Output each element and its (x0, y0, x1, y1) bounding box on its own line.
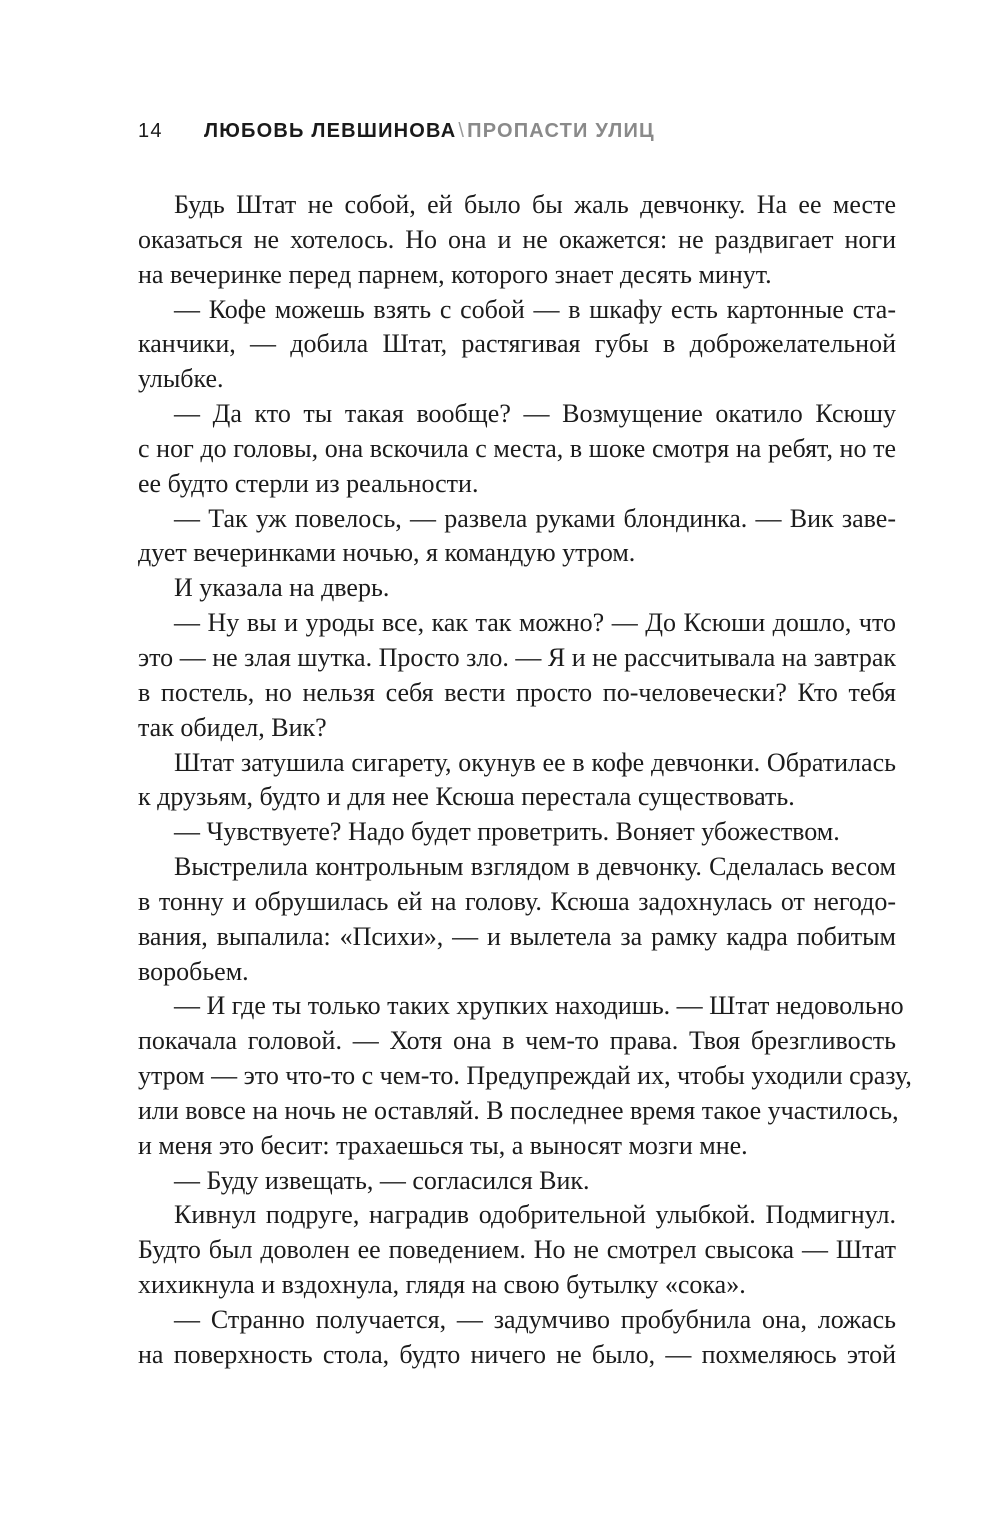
text-line: — Чувствуете? Надо будет проветрить. Воняет убожеством. (174, 817, 840, 847)
paragraph (138, 397, 896, 502)
text-line: — Ну вы и уроды все, как так можно? — До Ксюши дошло, что (174, 608, 896, 638)
paragraph (138, 606, 896, 745)
paragraph (138, 571, 896, 606)
text-line: на вечеринке перед парнем, которого знает десять минут. (138, 259, 772, 289)
text-line: или вовсе на ночь не оставляй. В последнее время такое участилось, (138, 1095, 899, 1125)
text-line: к друзьям, будто и для нее Ксюша перестала существовать. (138, 782, 795, 812)
text-line: и меня это бесит: трахаешься ты, а выносят мозги мне. (138, 1130, 748, 1160)
paragraph (138, 188, 896, 293)
paragraph (138, 1198, 896, 1303)
paragraph (138, 746, 896, 816)
text-line: — И где ты только таких хрупких находишь. — Штат недовольно (174, 991, 904, 1021)
text-line: Штат затушила сигарету, окунув ее в кофе девчонки. Обратилась (174, 747, 896, 777)
text-line: в тонну и обрушилась ей на голову. Ксюша задохнулась от негодо- (138, 886, 896, 916)
text-line: на поверхность стола, будто ничего не было, — похмеляюсь этой (138, 1339, 896, 1369)
paragraph (138, 502, 896, 572)
text-line: канчики, — добила Штат, растягивая губы в доброжелательной (138, 329, 896, 359)
book-title: ПРОПАСТИ УЛИЦ (467, 120, 655, 142)
paragraph (138, 815, 896, 850)
paragraph (138, 1303, 896, 1373)
text-line: это — не злая шутка. Просто зло. — Я и не рассчитывала на завтрак (138, 642, 896, 672)
text-line: воробьем. (138, 956, 249, 986)
text-line: И указала на дверь. (174, 573, 390, 603)
paragraph (138, 1164, 896, 1199)
text-line: с ног до головы, она вскочила с места, в шоке смотря на ребят, но те (138, 433, 896, 463)
text-line: дует вечеринками ночью, я командую утром. (138, 538, 636, 568)
text-line: ее будто стерли из реальности. (138, 468, 479, 498)
text-line: улыбке. (138, 364, 224, 394)
running-head (138, 120, 655, 143)
paragraph (138, 989, 912, 1163)
text-line: Выстрелила контрольным взглядом в девчонку. Сделалась весом (174, 852, 896, 882)
text-line: хихикнула и вздохнула, глядя на свою бутылку «сока». (138, 1270, 746, 1300)
text-line: в постель, но нельзя себя вести просто по-человечески? Кто тебя (138, 677, 896, 707)
text-line: Будь Штат не собой, ей было бы жаль девчонку. На ее месте (174, 190, 896, 219)
text-line: — Кофе можешь взять с собой — в шкафу есть картонные ста- (174, 294, 896, 324)
page-number: 14 (138, 120, 163, 142)
text-line: покачала головой. — Хотя она в чем-то права. Твоя брезгливость (138, 1026, 896, 1056)
text-line: — Странно получается, — задумчиво пробубнила она, ложась (174, 1305, 896, 1334)
text-line: оказаться не хотелось. Но она и не окажется: не раздвигает ноги (138, 224, 896, 254)
paragraph (138, 293, 896, 398)
header-separator: \ (458, 120, 466, 142)
body-text (138, 188, 912, 1373)
text-line: Будто был доволен ее поведением. Но не смотрел свысока — Штат (138, 1235, 896, 1265)
text-line: так обидел, Вик? (138, 712, 327, 742)
text-line: — Да кто ты такая вообще? — Возмущение окатило Ксюшу (174, 399, 896, 429)
text-line: Кивнул подруге, наградив одобрительной улыбкой. Подмигнул. (174, 1200, 896, 1230)
paragraph (138, 850, 896, 989)
author-name: ЛЮБОВЬ ЛЕВШИНОВА (204, 120, 457, 142)
text-line: вания, выпалила: «Психи», — и вылетела за рамку кадра побитым (138, 921, 896, 951)
text-line: — Буду извещать, — согласился Вик. (174, 1165, 590, 1195)
text-line: утром — это что-то с чем-то. Предупреждай их, чтобы уходили сразу, (138, 1061, 912, 1091)
text-line: — Так уж повелось, — развела руками блондинка. — Вик заве- (174, 503, 896, 533)
